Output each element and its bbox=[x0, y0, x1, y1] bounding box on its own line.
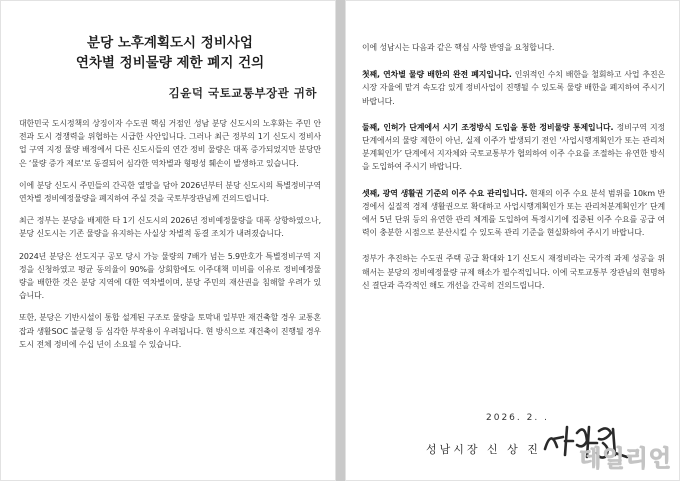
request-item-body: 현재의 이주 수요 분석 범위를 10km 반경에서 실질적 경제 생활권으로 확대하고 사업시행계획인가 또는 관리처분계획인가’ 단계에서 5년 단위 등의 유연한 관리 체계를 도입하여 특정시기에 집중된 이주 수요를 공급 여력이 충분한 시점으로 분산시킬 수 있도록 관리 기준을 현실화하여 주시기 바랍니다. bbox=[362, 188, 666, 238]
closing-paragraph: 정부가 추진하는 수도권 주택 공급 확대와 1기 신도시 재정비라는 국가적 과제 성공을 위해서는 분당의 정비예정물량 규제 해소가 필수적입니다. 이에 국토교통부 장관님의 현명하신 결단과 즉각적인 해도 개선을 간곡히 건의드립니다. bbox=[362, 254, 665, 290]
letter-page-left bbox=[0, 0, 336, 481]
letter-date: 2026. 2. . bbox=[486, 413, 549, 423]
request-item-2 bbox=[362, 121, 665, 174]
watermark-logo: 데일리언 bbox=[579, 446, 672, 472]
signer-name: 성남시장 신 상 진 bbox=[426, 443, 541, 456]
paragraph: 이에 분당 신도시 주민들의 간곡한 열망을 담아 2026년부터 분당 신도시의 특별정비구역 연차별 정비예정물량을 폐지하여 주실 것을 국토부장관님께 건의드립니다. bbox=[19, 180, 321, 204]
request-item-body: 인위적인 수치 배한을 철회하고 사업 추진은 시장 자율에 맡겨 속도감 있게 정비사업이 진행될 수 있도록 물량 배한을 폐지하여 주시기 바랍니다. bbox=[362, 70, 665, 106]
paragraph: 또한, 분당은 기반시설이 통합 설계된 구조로 물량을 토막내 일부만 재건축할 경우 교통혼잡과 생활SOC 불균형 등 심각한 부작용이 우려됩니다. 현 방식으로 재건축이 진행될 경우 도시 전체 정비에 수십 년이 소요될 수 있습니다. bbox=[19, 313, 321, 349]
request-intro: 이에 성남시는 다음과 같은 핵심 사항 반영을 요청합니다. bbox=[362, 43, 555, 52]
letter-page-right bbox=[345, 0, 680, 481]
request-item-heading: 셋째, 광역 생활권 기준의 이주 수요 관리입니다. bbox=[362, 188, 528, 198]
request-item-3 bbox=[362, 187, 665, 240]
request-item-heading: 첫째, 연차별 물량 배한의 완전 폐지입니다. bbox=[362, 70, 512, 80]
letter-title-line1: 분당 노후계획도시 정비사업 bbox=[87, 35, 253, 51]
request-item-body: 정비구역 지정 단계에서의 물량 제한이 아닌, 실제 이주가 발생되기 전인 ‘사업시행계획인가 또는 관리처분계획인가’ 단계에서 지자체와 국토교통부가 협의하여 이주 수요를 조절하는 유연한 방식을 도입하여 주시기 바랍니다. bbox=[362, 122, 666, 172]
letter-title-line2: 연차별 정비물량 제한 폐지 건의 bbox=[75, 55, 265, 71]
paragraph: 최근 정부는 분당을 배제한 타 1기 신도시의 2026년 정비예정물량을 대폭 상향하였으나, 분당 신도시는 기존 물량을 유지하는 사실상 차별적 동결 조치가 내려졌습니다. bbox=[19, 216, 321, 239]
request-item-heading: 둘째, 인허가 단계에서 시기 조정방식 도입을 통한 정비물량 통제입니다. bbox=[362, 122, 614, 132]
paragraph: 2024년 분당은 선도지구 공모 당시 가능 물량의 7배가 넘는 5.9만호가 특별정비구역 지정을 신청하였고 평균 동의율이 90%를 상회함에도 이주대책 미비를 이유로 정비예정물량을 배한한 것은 분당 지역에 대한 역차별이며, 분당 주민의 재산권을 침해할 우려가 있습니다. bbox=[19, 251, 321, 301]
paragraph: 대한민국 도시정책의 상징이자 수도권 핵심 거점인 성남 분당 신도시의 노후화는 주민 안전과 도시 경쟁력을 위협하는 시급한 사안입니다. 그러나 최근 정부의 1기 신도시 정비사업 구역 지정 물량 배정에서 다른 신도시들의 연간 정비 물량은 대폭 증가되었지만 분당만은 ‘물량 증가 제로’로 동결되어 심각한 역차별과 형평성 훼손이 발생하고 있습니다. bbox=[19, 119, 321, 168]
letter-recipient: 김윤덕 국토교통부장관 귀하 bbox=[168, 86, 317, 100]
request-item-1 bbox=[362, 68, 665, 108]
